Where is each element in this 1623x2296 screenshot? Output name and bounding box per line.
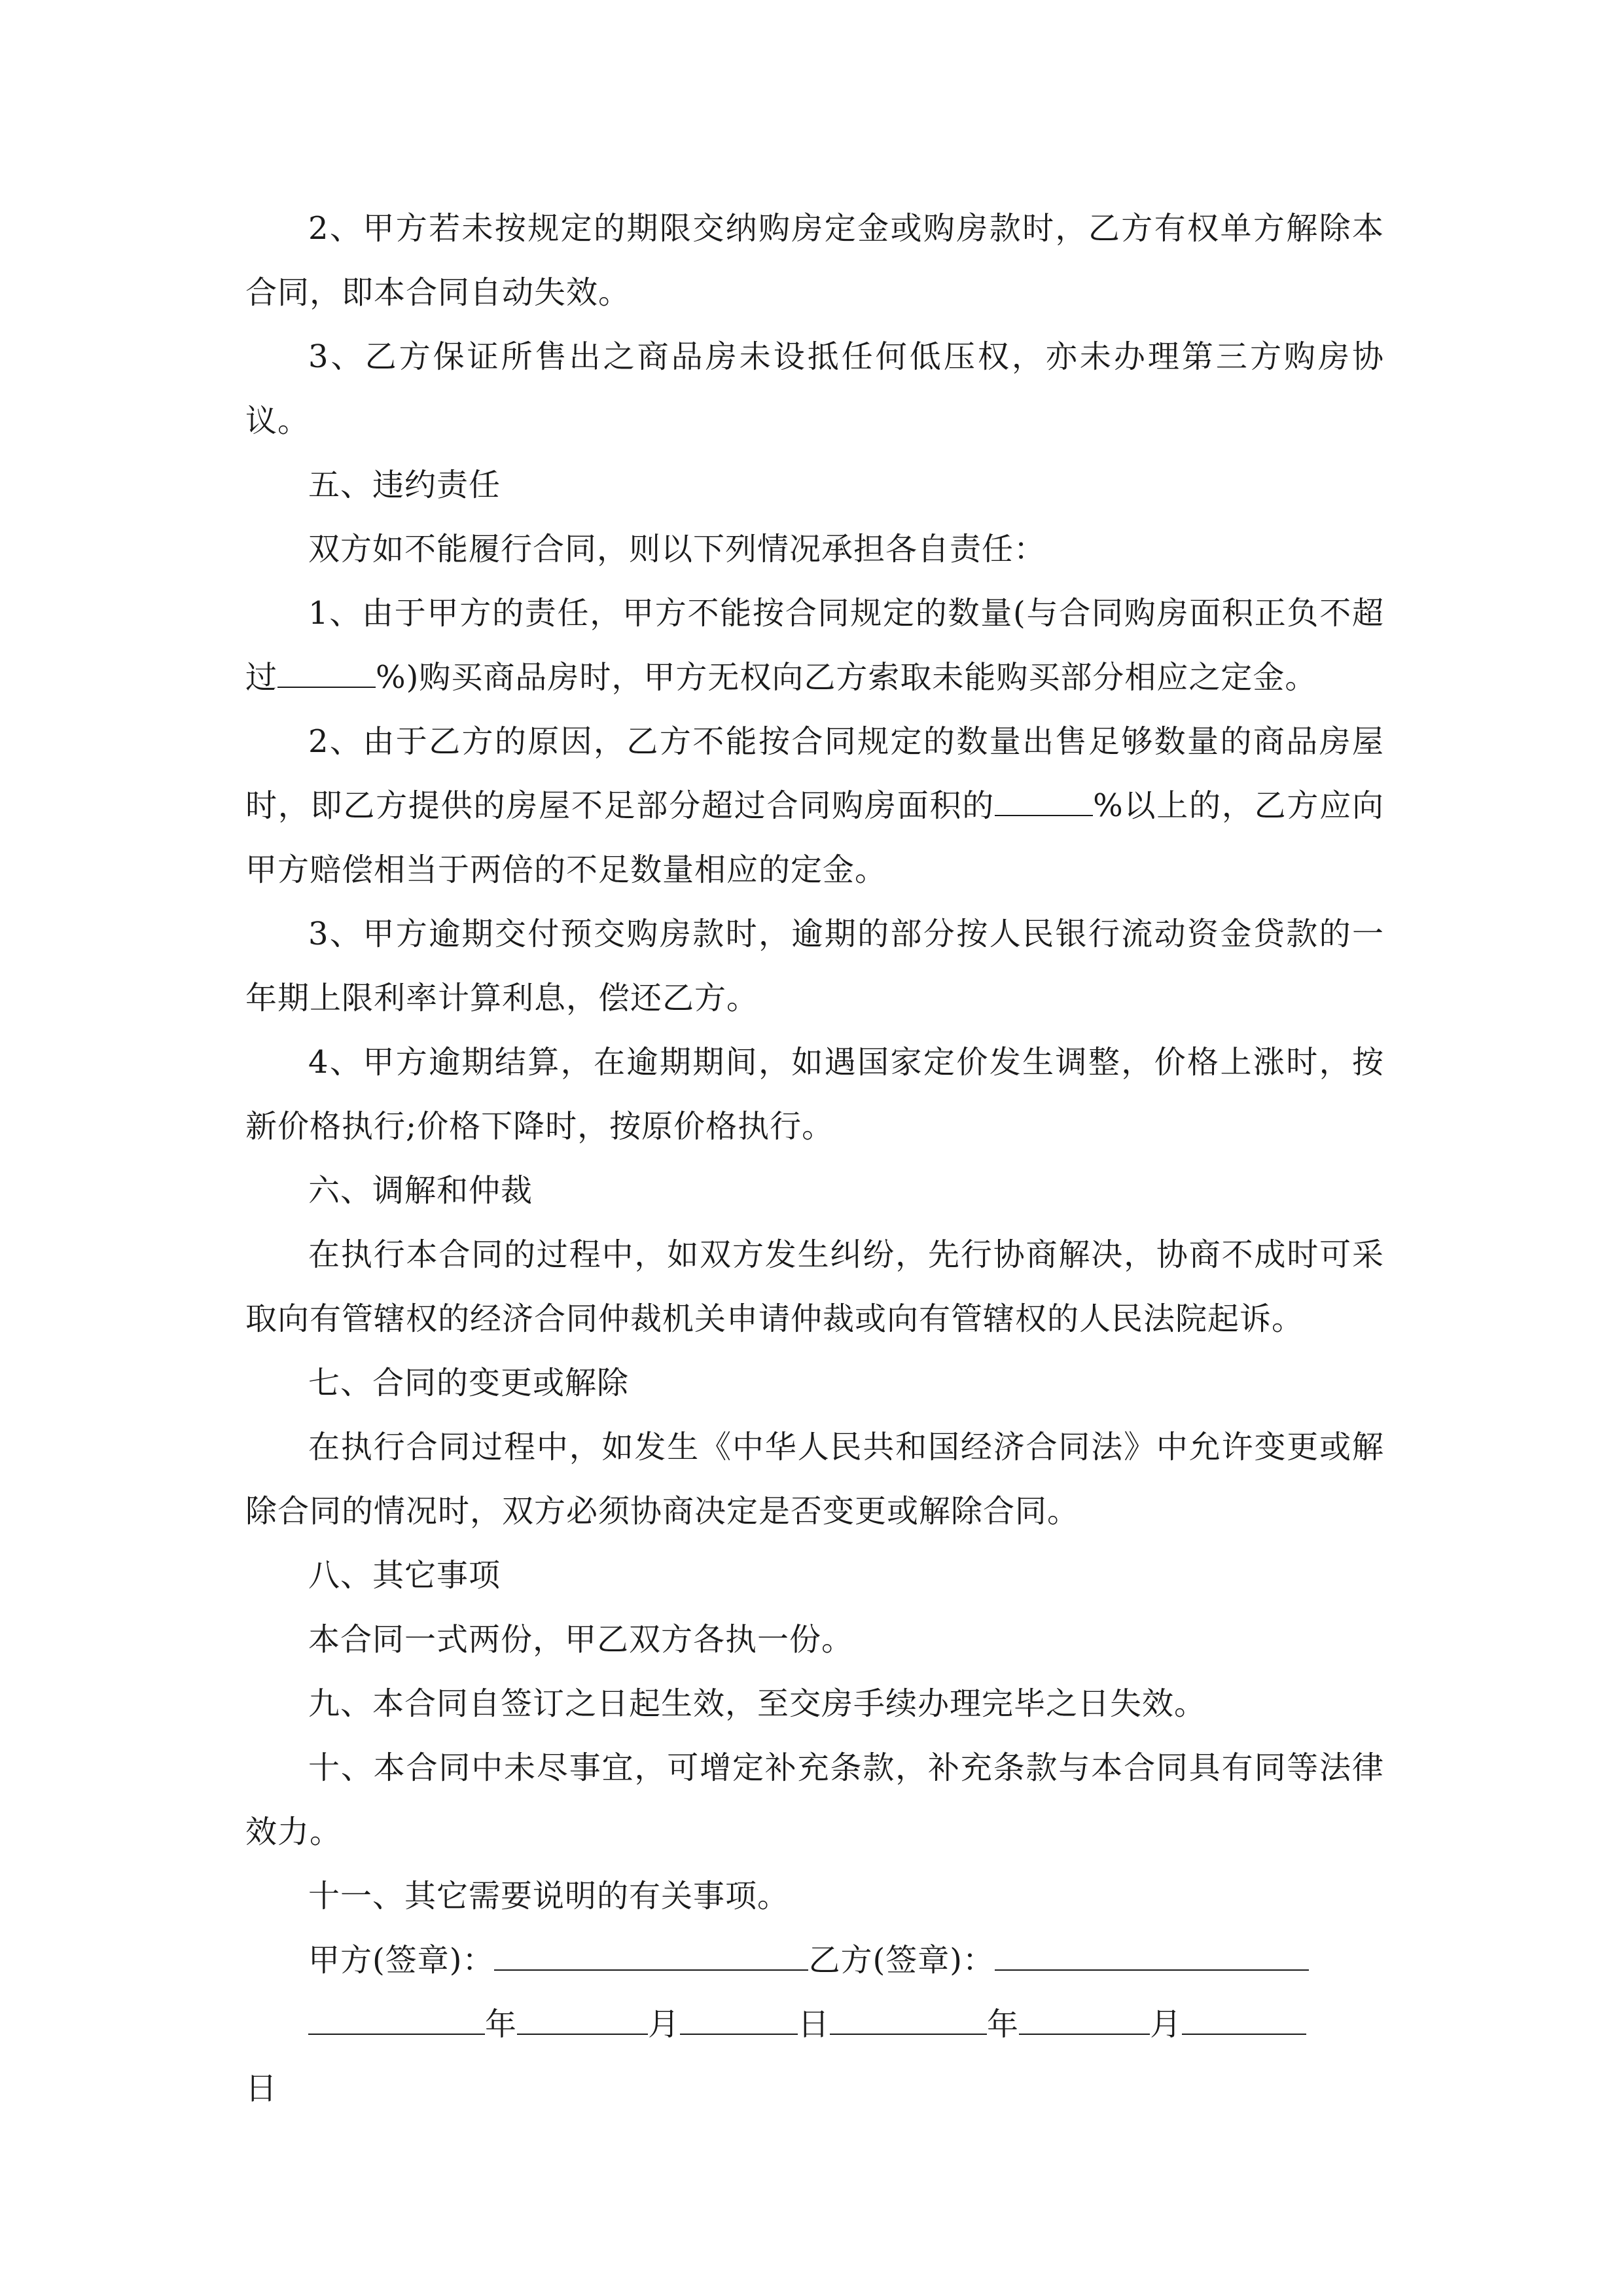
- paragraph: 本合同一式两份，甲乙双方各执一份。: [308, 1621, 854, 1658]
- clause-text: 1、由于甲方的责任，甲方不能按合同规定的数量(与合同购房面积正负不超过: [245, 595, 1384, 696]
- day-field: [680, 2007, 798, 2035]
- clause-text: %以上的，乙方应向甲方赔偿相当于两倍的不足数量相应的定金。: [245, 787, 1384, 888]
- month-label: 月: [1150, 2006, 1183, 2043]
- paragraph: 2、甲方若未按规定的期限交纳购房定金或购房款时，乙方有权单方解除本合同，即本合同自动失效。: [245, 210, 1384, 311]
- day-label: 日: [245, 2070, 277, 2107]
- party-b-signature-field: [995, 1943, 1309, 1971]
- section-heading: 六、调解和仲裁: [308, 1172, 533, 1209]
- clause-paragraph: [245, 709, 1384, 902]
- section-heading: 八、其它事项: [308, 1557, 501, 1594]
- clause-text: 2、由于乙方的原因，乙方不能按合同规定的数量出售足够数量的商品房屋时，即乙方提供的房屋不足部分超过合同购房面积的: [245, 723, 1384, 824]
- party-a-label: 甲方(签章)：: [308, 1942, 495, 1979]
- date-line: [245, 1992, 1384, 2056]
- clause-paragraph: [245, 581, 1384, 709]
- year-label: 年: [485, 2006, 518, 2043]
- blank-field: [277, 660, 376, 688]
- year-label: 年: [987, 2006, 1020, 2043]
- paragraph: 十、本合同中未尽事宜，可增定补充条款，补充条款与本合同具有同等法律效力。: [245, 1749, 1384, 1850]
- month-field: [517, 2007, 648, 2035]
- month-field: [1019, 2007, 1150, 2035]
- party-b-label: 乙方(签章)：: [808, 1942, 995, 1979]
- paragraph: 3、甲方逾期交付预交购房款时，逾期的部分按人民银行流动资金贷款的一年期上限利率计算利息，偿还乙方。: [245, 916, 1384, 1016]
- clause-text: %)购买商品房时，甲方无权向乙方索取未能购买部分相应之定金。: [376, 659, 1317, 696]
- paragraph: 九、本合同自签订之日起生效，至交房手续办理完毕之日失效。: [308, 1685, 1207, 1722]
- signature-line: [245, 1928, 1384, 1992]
- paragraph: 在执行合同过程中，如发生《中华人民共和国经济合同法》中允许变更或解除合同的情况时，双方必须协商决定是否变更或解除合同。: [245, 1429, 1384, 1530]
- year-field: [830, 2007, 987, 2035]
- paragraph: 十一、其它需要说明的有关事项。: [308, 1878, 790, 1914]
- section-heading: 五、违约责任: [308, 467, 501, 503]
- paragraph: 3、乙方保证所售出之商品房未设抵任何低压权，亦未办理第三方购房协议。: [245, 338, 1384, 439]
- month-label: 月: [648, 2006, 681, 2043]
- day-field: [1182, 2007, 1306, 2035]
- section-heading: 七、合同的变更或解除: [308, 1365, 630, 1401]
- day-label: 日: [798, 2006, 830, 2043]
- party-a-signature-field: [494, 1943, 808, 1971]
- blank-field: [995, 789, 1093, 816]
- paragraph: 4、甲方逾期结算，在逾期期间，如遇国家定价发生调整，价格上涨时，按新价格执行;价格下降时，按原价格执行。: [245, 1044, 1384, 1145]
- year-field: [308, 2007, 485, 2035]
- document-body: [245, 196, 1384, 2121]
- paragraph: 双方如不能履行合同，则以下列情况承担各自责任：: [308, 531, 1046, 567]
- paragraph: 在执行本合同的过程中，如双方发生纠纷，先行协商解决，协商不成时可采取向有管辖权的经济合同仲裁机关申请仲裁或向有管辖权的人民法院起诉。: [245, 1236, 1384, 1337]
